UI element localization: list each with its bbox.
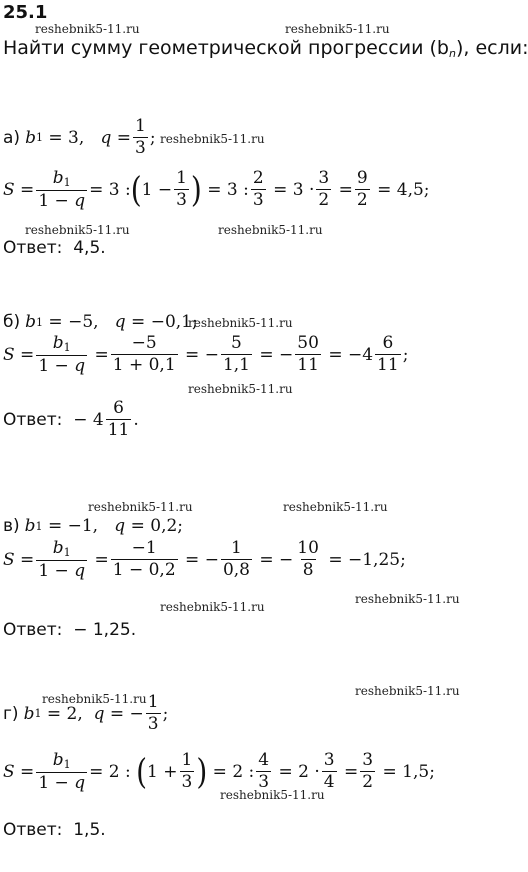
part-b-solution: S = $\frac{b_1}{1 - q}$ = $\frac{-5}{1 + 0,1}$ = − $\frac{5}{1,1}$ = − $\frac{50}{11}$ = −4 $\frac{6}{11}$ ; (3, 333, 409, 376)
part-c-label: в) (3, 516, 20, 536)
part-a-step2: = 3 : (207, 180, 249, 201)
part-a-result: = 4,5; (377, 180, 430, 201)
part-c-answer (3, 620, 136, 640)
part-d-label: г) (3, 703, 19, 724)
part-d-q-fraction: $\frac{1}{3}$ (147, 692, 159, 734)
part-d-result: = 1,5; (382, 762, 435, 783)
part-d-step2: = 2 : (212, 762, 255, 783)
part-a-step3: = 3 · (273, 180, 315, 201)
part-b-answer: Ответ: − 4 $\frac{6}{11}$ . (3, 398, 139, 440)
watermark: reshebnik5-11.ru (35, 22, 140, 36)
watermark: reshebnik5-11.ru (355, 592, 460, 606)
part-b-answer-value: − 4 (73, 409, 104, 430)
part-d-solution: S = $\frac{b_1}{1 - q}$ = 2 : ( 1 + $\frac{1}{3}$ ) = 2 : $\frac{4}{3}$ = 2 · $\frac{3}{4}$ = $\frac{3}{2}$ = 1,5; (3, 750, 435, 793)
part-c-condition: в) b 1 = −1 , q = 0,2; (3, 516, 184, 536)
watermark: reshebnik5-11.ru (285, 22, 390, 36)
part-b-q: −0,1; (150, 312, 198, 332)
part-b-condition: б) b 1 = −5 , q = −0,1; (3, 312, 198, 332)
part-b-b1: −5 (68, 312, 94, 332)
part-d-answer (3, 820, 106, 840)
part-a-answer-label: Ответ: (3, 238, 63, 258)
watermark: reshebnik5-11.ru (218, 223, 323, 237)
part-d-condition: г) b 1 = 2 , q = − $\frac{1}{3}$ ; (3, 692, 169, 734)
part-d-answer-value: 1,5. (73, 820, 106, 840)
part-c-solution: S = $\frac{b_1}{1 - q}$ = $\frac{-1}{1 - 0,2}$ = − $\frac{1}{0,8}$ = − $\frac{10}{8}$ = −1,25; (3, 538, 406, 581)
problem-statement (3, 37, 528, 60)
part-b-label: б) (3, 312, 21, 332)
watermark: reshebnik5-11.ru (188, 316, 293, 330)
part-d-step3: = 2 · (278, 762, 320, 783)
part-a-condition: а) b 1 = 3 , q = $\frac{1}{3}$ ; (3, 116, 156, 158)
part-a-b1: 3 (68, 127, 79, 148)
watermark: reshebnik5-11.ru (160, 132, 265, 146)
prompt-text: Найти сумму геометрической прогрессии (b (3, 37, 449, 59)
watermark: reshebnik5-11.ru (283, 500, 388, 514)
part-a-answer (3, 238, 106, 258)
watermark: reshebnik5-11.ru (25, 223, 130, 237)
watermark: reshebnik5-11.ru (220, 788, 325, 802)
part-a-q-fraction: $\frac{1}{3}$ (135, 116, 146, 158)
problem-number: 25.1 (3, 2, 48, 23)
part-c-result: = −1,25; (328, 550, 406, 571)
watermark: reshebnik5-11.ru (188, 382, 293, 396)
part-d-step1: 2 : (108, 762, 131, 783)
part-b-result: = −4 (328, 345, 374, 366)
part-a-answer-value: 4,5. (73, 238, 106, 258)
part-c-q: 0,2; (150, 516, 184, 536)
part-c-answer-value: − 1,25. (73, 620, 137, 640)
watermark: reshebnik5-11.ru (355, 684, 460, 698)
part-d-answer-label: Ответ: (3, 820, 63, 840)
part-a-solution: S = $\frac{b_1}{1 - q}$ = 3 : ( 1 − $\frac{1}{3}$ ) = 3 : $\frac{2}{3}$ = 3 · $\frac{3}{2}$ = $\frac{9}{2}$ = 4,5; (3, 168, 430, 211)
prompt-subscript: n (448, 47, 456, 60)
watermark: reshebnik5-11.ru (88, 500, 193, 514)
part-c-answer-label: Ответ: (3, 620, 63, 640)
watermark: reshebnik5-11.ru (42, 692, 147, 706)
part-c-b1: −1 (67, 516, 93, 536)
prompt-end: ), если: (455, 37, 528, 59)
part-a-label: а) (3, 127, 21, 148)
watermark: reshebnik5-11.ru (160, 600, 265, 614)
part-d-b1: 2 (66, 703, 78, 724)
part-a-step1: 3 : (108, 180, 131, 201)
part-b-answer-label: Ответ: (3, 409, 63, 430)
